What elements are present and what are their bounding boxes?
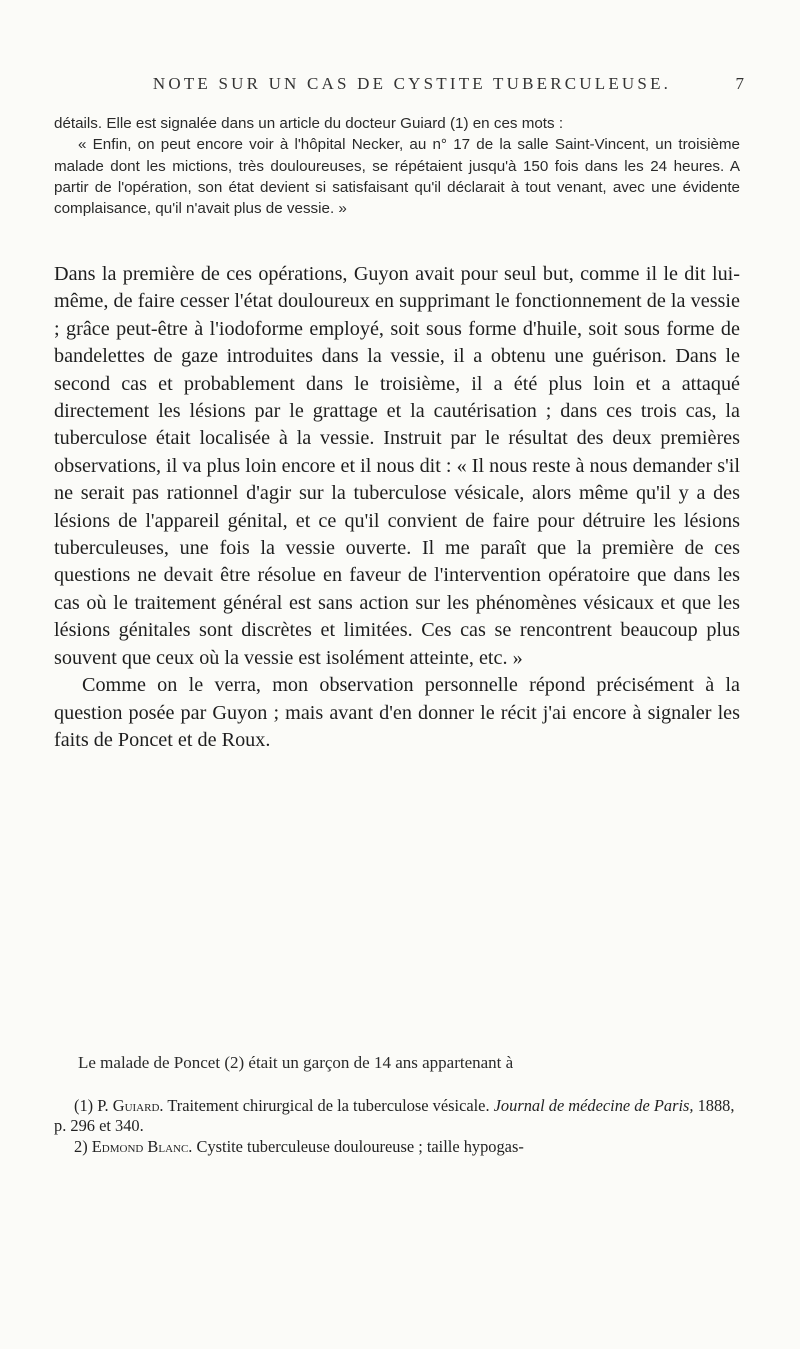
footnote-2-author: Edmond Blanc. [91,1136,193,1156]
body-paragraph-1: Dans la première de ces opérations, Guyon avait pour seul but, comme il le dit lui-même, de faire cesser l'état douloureux en supprimant le fonctionnement de la vessie ; grâce peut-être à l'iodoforme employé, soit sous forme d'huile, soit sous forme de bandelettes de gaze introduites dans la vessie, il a obtenu une guérison. Dans le second cas et probablement dans le troisième, il a été plus loin et a attaqué directement les lésions par le grattage et la cautérisation ; dans ces trois cas, la tuberculose était localisée à la vessie. Instruit par le résultat des deux premières observations, il va plus loin encore et il nous dit : « Il nous reste à nous demander s'il ne serait pas rationnel d'agir sur la tuberculose vésicale, alors même qu'il y a des lésions de l'appareil génital, et ce qu'il convient de faire pour détruire les lésions tuberculeuses, une fois la vessie ouverte. Il me paraît que la première de ces questions ne devait être résolue en faveur de l'intervention opératoire que dans les cas où le traitement général est sans action sur les phénomènes vésicaux et que les lésions génitales sont discrètes et limitées. Ces cas se rencontrent beaucoup plus souvent que ceux où la vessie est isolément atteinte, etc. » [54,263,740,669]
footnote-1-journal: Journal de médecine de Paris, [493,1096,694,1115]
small-paragraph-block [54,1052,740,1073]
small-paragraph: Le malade de Poncet (2) était un garçon de 14 ans appartenant à [78,1053,514,1072]
footnotes [54,1096,744,1157]
footnote-1-reference: 1888, p. 296 et 340. [54,1096,735,1136]
footnote-1-author: P. Guiard. [97,1096,164,1115]
body-paragraph-2: Comme on le verra, mon observation personnelle répond précisément à la question posée par Guyon ; mais avant d'en donner le récit j'ai encore à signaler les faits de Poncet et de Roux. [54,674,740,751]
page-number: 7 [735,74,744,93]
main-text [54,261,740,754]
footnote-2-title: Cystite tuberculeuse douloureuse ; taille hypogas- [196,1136,524,1156]
footnote-1-title: Traitement chirurgical de la tuberculose vésicale. [167,1096,490,1115]
footnote-1 [54,1096,744,1137]
footnote-1-number: (1) [74,1096,94,1115]
quote-intro: détails. Elle est signalée dans un article du docteur Guiard (1) en ces mots : [54,115,564,132]
footnote-2-number: 2) [74,1136,88,1156]
quote-block [54,113,740,219]
running-head [0,74,800,98]
footnote-2 [54,1137,744,1157]
quote-text: « Enfin, on peut encore voir à l'hôpital Necker, au n° 17 de la salle Saint-Vincent, un troisième malade dont les mictions, très douloureuses, se répétaient jusqu'à 150 fois dans les 24 heures. A partir de l'opération, son état devient si satisfaisant qu'il déclarait à tout venant, avec une évidente complaisance, qu'il n'avait plus de vessie. » [54,136,740,218]
running-head-title: NOTE SUR UN CAS DE CYSTITE TUBERCULEUSE. [152,74,672,93]
